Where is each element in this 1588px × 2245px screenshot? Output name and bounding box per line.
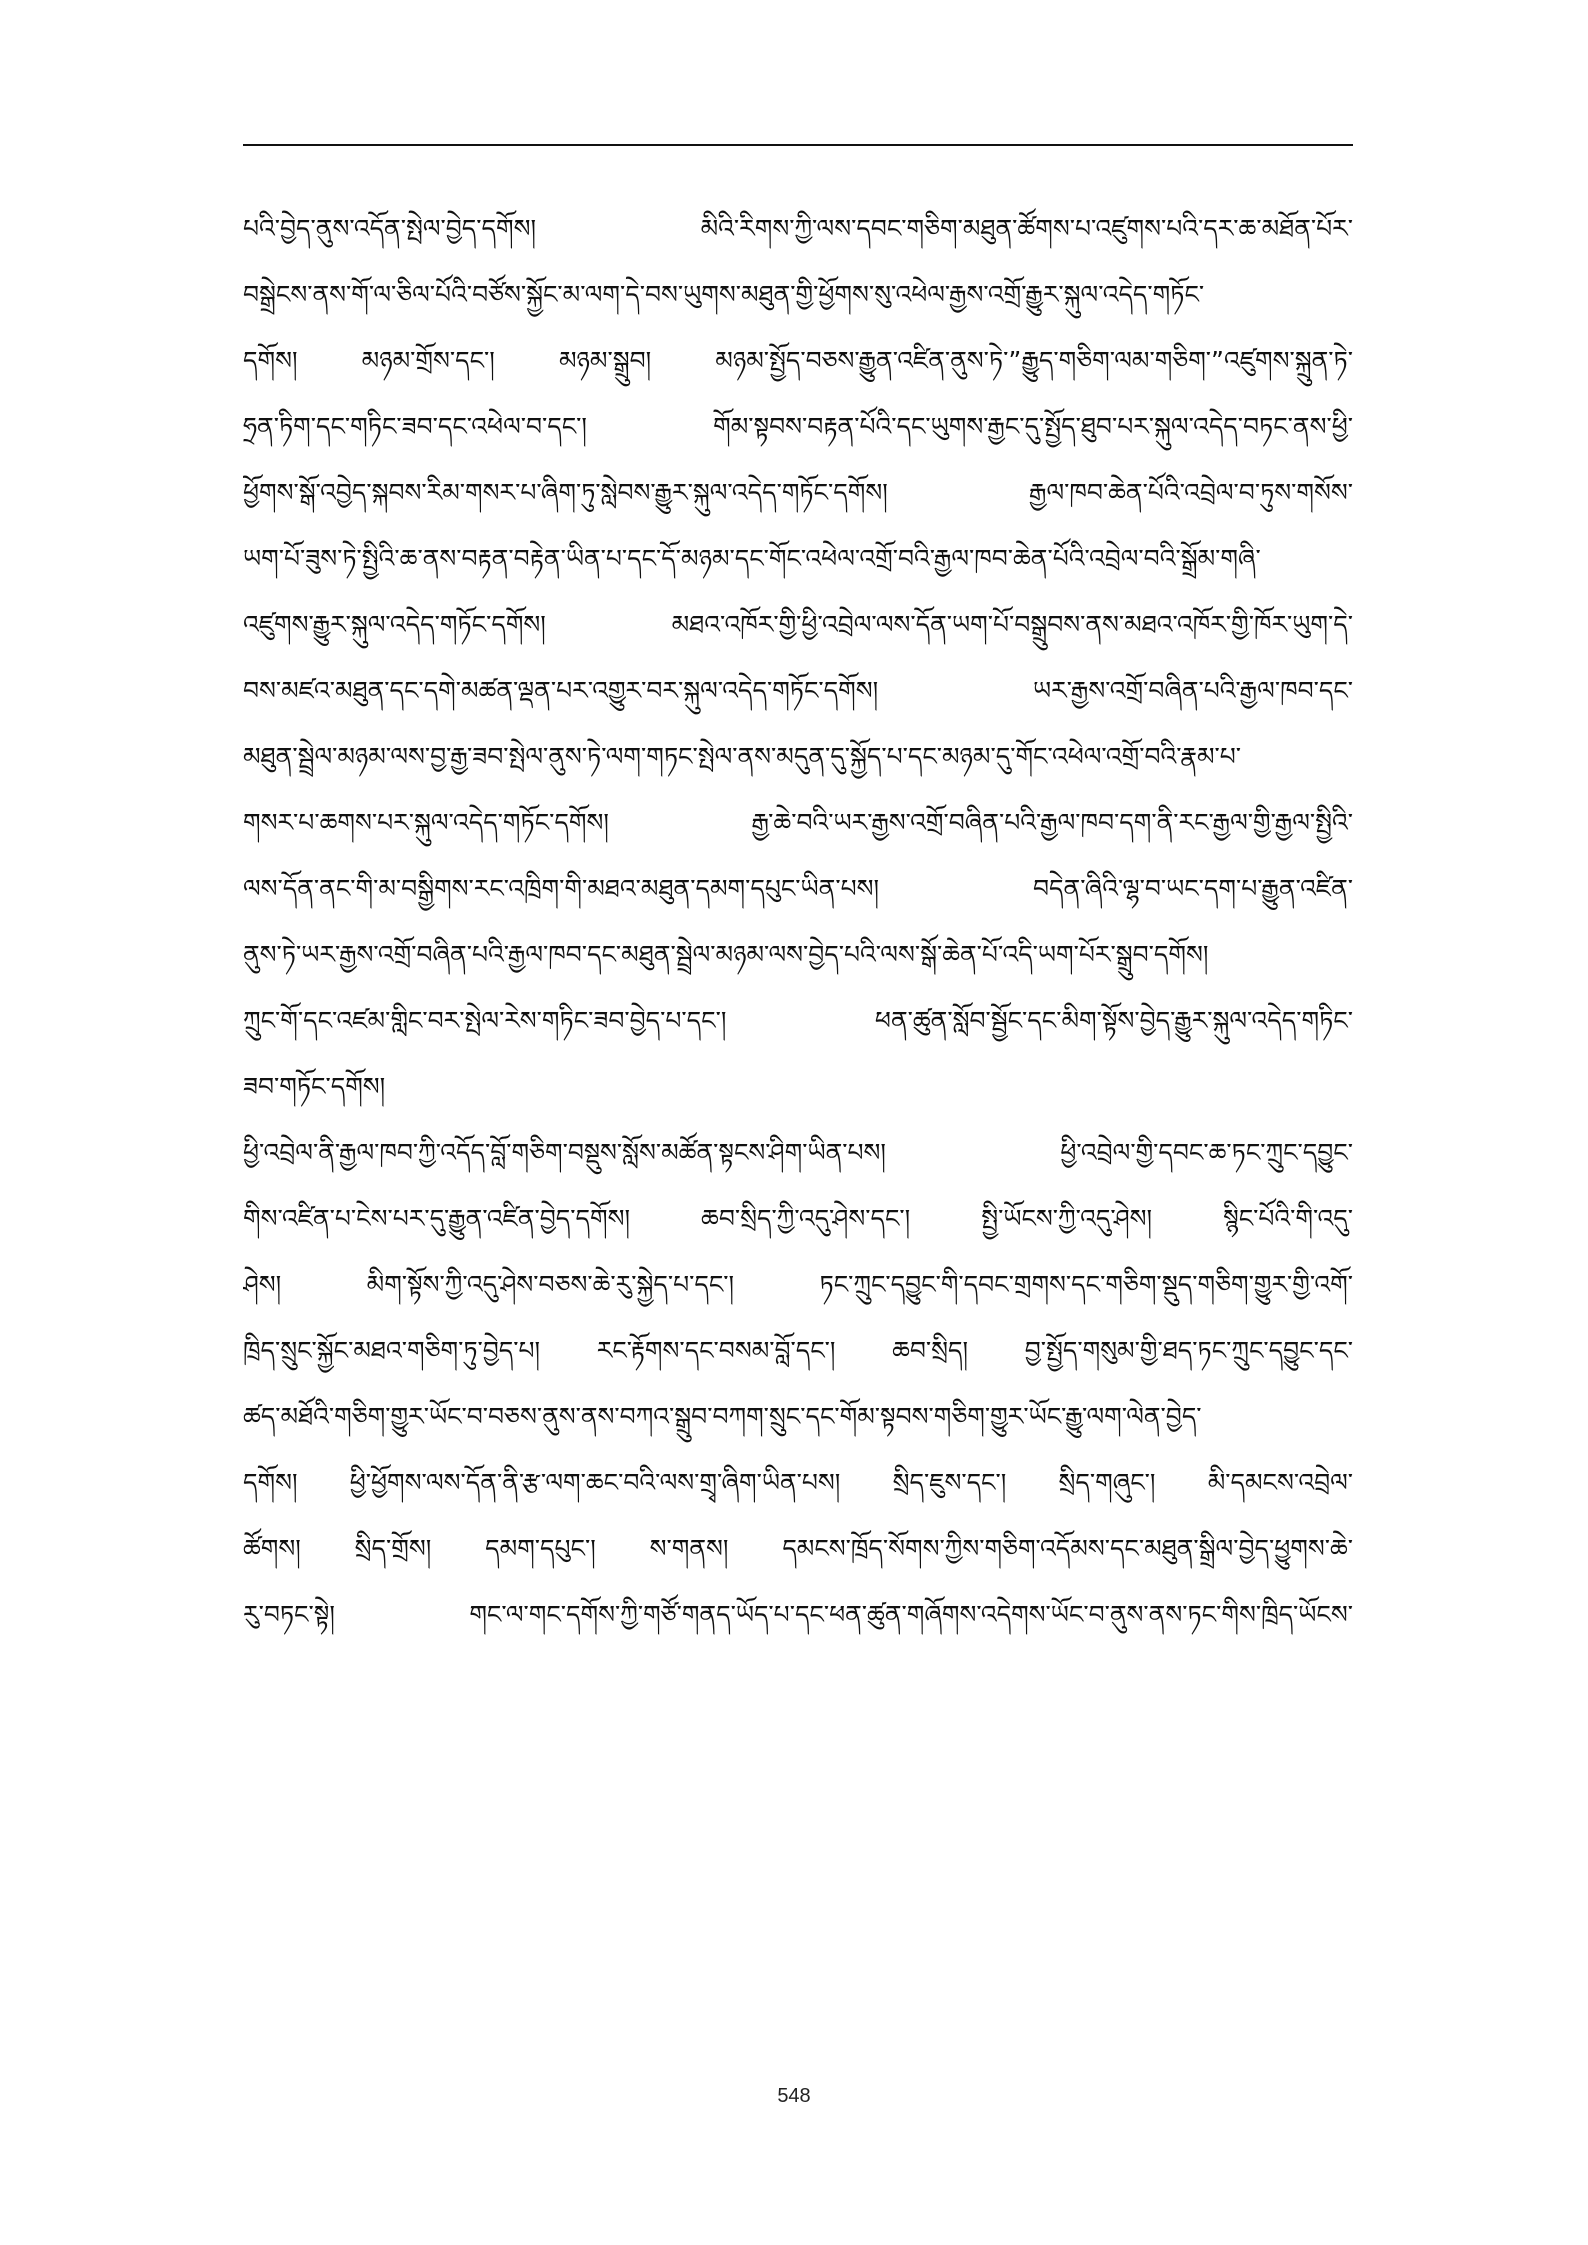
text-line: ཤེས། མིག་སྟོས་ཀྱི་འདུ་ཤེས་བཅས་ཆེ་རུ་སྐྱེད་པ་དང་། ཏང་ཀྲུང་དབྱུང་གི་དབང་གྲགས་དང་གཅིག་སྡུད་གཅིག་གྱུར་གྱི་འགོ་ — [243, 1270, 1353, 1299]
text-line: དགོས། ཕྱི་ཕྱོགས་ལས་དོན་ནི་རྩ་ལག་ཆང་བའི་ལས་གྲྭ་ཞིག་ཡིན་པས། སྲིད་ཇུས་དང་། སྲིད་གཞུང་། མི་དམངས་འབྲེལ་ — [243, 1468, 1353, 1497]
text-line: ཡག་པོ་ཟུས་ཏེ་སྤྱིའི་ཆ་ནས་བརྟན་བརྟེན་ཡིན་པ་དང་དོ་མཉམ་དང་གོང་འཕེལ་འགྲོ་བའི་རྒྱལ་ཁབ་ཆེན་པོའི་འབྲེལ་བའི་སྒྲོམ་གཞི་ — [243, 544, 1261, 573]
text-line: བས་མཛའ་མཐུན་དང་དགེ་མཚན་ལྡན་པར་འགྱུར་བར་སྐུལ་འདེད་གཏོང་དགོས། ཡར་རྒྱས་འགྲོ་བཞིན་པའི་རྒྱལ་ཁབ་དང་ — [243, 676, 1353, 705]
text-line: བསྒྲེངས་ནས་གོ་ལ་ཅིལ་པོའི་བཙོས་སྐྱོང་མ་ལག་དེ་བས་ཡུགས་མཐུན་གྱི་ཕྱོགས་སུ་འཕེལ་རྒྱས་འགྲོ་རྒྱུར་སྐུལ་འདེད་གཏོང་ — [243, 280, 1205, 309]
text-line: ཚད་མཐོའི་གཅིག་གྱུར་ཡོང་བ་བཅས་ནུས་ནས་བཀའ་སྒྲུབ་བཀག་སྲུང་དང་གོམ་སྟབས་གཅིག་གྱུར་ཡོང་རྒྱུ་ལག་ལེན་བྱེད་ — [243, 1402, 1202, 1431]
text-line: ཕྱོགས་སྒོ་འབྱེད་སྐབས་རིམ་གསར་པ་ཞིག་ཏུ་སླེབས་རྒྱུར་སྐུལ་འདེད་གཏོང་དགོས། རྒྱལ་ཁབ་ཆེན་པོའི་འབྲེལ་བ་ཏུས་གསོས་ — [243, 478, 1353, 507]
text-line: དགོས། མཉམ་གྲོས་དང་། མཉམ་སྒྲུབ། མཉམ་སྤྱོད་བཅས་རྒྱུན་འཛིན་ནུས་ཏེ་”རྒྱུད་གཅིག་ལམ་གཅིག་”འཛུགས་སྐྲུན་ཏེ་ — [243, 346, 1353, 375]
text-line: རུ་བཏང་སྟེ། གང་ལ་གང་དགོས་ཀྱི་གཙོ་གནད་ཡོད་པ་དང་ཕན་ཚུན་གཞོགས་འདེགས་ཡོང་བ་ནུས་ནས་ཏང་གིས་ཁྲིད་ཡོངས་ — [243, 1600, 1353, 1629]
page-number: 548 — [777, 2085, 811, 2107]
text-line: ཁྲིད་སྲུང་སྐྱོང་མཐའ་གཅིག་ཏུ་བྱེད་པ། རང་རྟོགས་དང་བསམ་བློ་དང་། ཆབ་སྲིད། བྱ་སྤྱོད་གསུམ་གྱི་ཐད་ཏང་ཀྲུང་དབྱུང་དང་ — [243, 1336, 1353, 1365]
paragraph-2 — [243, 1120, 1353, 1648]
text-line: པའི་བྱེད་ནུས་འདོན་སྤེལ་བྱེད་དགོས། མིའི་རིགས་ཀྱི་ལས་དབང་གཅིག་མཐུན་ཚོགས་པ་འཛུགས་པའི་དར་ཆ་མཐོན་པོར་ — [243, 214, 1353, 243]
text-line: མཐུན་སྦྲེལ་མཉམ་ལས་བྱ་རྒྱ་ཟབ་སྤེལ་ནུས་ཏེ་ལག་གཏང་སྤེལ་ནས་མདུན་དུ་སྐྱོད་པ་དང་མཉམ་དུ་གོང་འཕེལ་འགྲོ་བའི་རྣམ་པ་ — [243, 742, 1242, 771]
text-line: གསར་པ་ཆགས་པར་སྐུལ་འདེད་གཏོང་དགོས། རྒྱ་ཆེ་བའི་ཡར་རྒྱས་འགྲོ་བཞིན་པའི་རྒྱལ་ཁབ་དག་ནི་རང་རྒྱལ་གྱི་རྒྱལ་སྤྱིའི་ — [243, 808, 1353, 837]
text-line: འཛུགས་རྒྱུར་སྐུལ་འདེད་གཏོང་དགོས། མཐའ་འཁོར་གྱི་ཕྱི་འབྲེལ་ལས་དོན་ཡག་པོ་བསྒྲུབས་ནས་མཐའ་འཁོར་གྱི་ཁོར་ཡུག་དེ་ — [243, 610, 1353, 639]
text-line: ཕྱི་འབྲེལ་ནི་རྒྱལ་ཁབ་ཀྱི་འདོད་བློ་གཅིག་བསྡུས་སློས་མཚོན་སྟངས་ཤིག་ཡིན་པས། ཕྱི་འབྲེལ་གྱི་དབང་ཆ་ཏང་ཀྲུང་དབྱུང་ — [243, 1138, 1353, 1167]
text-line: གིས་འཛིན་པ་ངེས་པར་དུ་རྒྱུན་འཛིན་བྱེད་དགོས། ཆབ་སྲིད་ཀྱི་འདུ་ཤེས་དང་། སྤྱི་ཡོངས་ཀྱི་འདུ་ཤེས། སྙིང་པོའི་གི་འདུ་ — [243, 1204, 1353, 1233]
body-text — [243, 196, 1353, 1648]
header-rule — [243, 144, 1353, 146]
text-line: ཀྲུང་གོ་དང་འཛམ་གླིང་བར་སྤེལ་རེས་གཏིང་ཟབ་བྱེད་པ་དང་། ཕན་ཚུན་སློབ་སྦྱོང་དང་མིག་སྟོས་བྱེད་རྒྱུར་སྐུལ་འདེད་གཏིང་ — [243, 1006, 1353, 1035]
text-line: ལས་དོན་ནང་གི་མ་བསྒྱིགས་རང་འཁྲིག་གི་མཐའ་མཐུན་དམག་དཔུང་ཡིན་པས། བདེན་ཞིའི་ལྷ་བ་ཡང་དག་པ་རྒྱུན་འཛིན་ — [243, 874, 1353, 903]
text-line: ནུས་ཏེ་ཡར་རྒྱས་འགྲོ་བཞིན་པའི་རྒྱལ་ཁབ་དང་མཐུན་སྦྲེལ་མཉམ་ལས་བྱེད་པའི་ལས་སྒོ་ཆེན་པོ་འདི་ཡག་པོར་སྒྲུབ་དགོས། — [243, 940, 1209, 969]
paragraph-1 — [243, 196, 1353, 1120]
text-line: ཟབ་གཏོང་དགོས། — [243, 1072, 386, 1101]
text-line: ཧྲན་ཏིག་དང་གཏིང་ཟབ་དང་འཕེལ་བ་དང་། གོམ་སྟབས་བརྟན་པོའི་དང་ཡུགས་རྒྱང་དུ་སྤྱོད་ཐུབ་པར་སྐུལ་འདེད་བཏང་ནས་ཕྱི་ — [243, 412, 1353, 441]
text-line: ཚོགས། སྲིད་གྲོས། དམག་དཔུང་། ས་གནས། དམངས་ཁྲོད་སོགས་ཀྱིས་གཅིག་འདོམས་དང་མཐུན་སྒྲིལ་བྱེད་ཕྱུགས་ཆེ་ — [243, 1534, 1353, 1563]
